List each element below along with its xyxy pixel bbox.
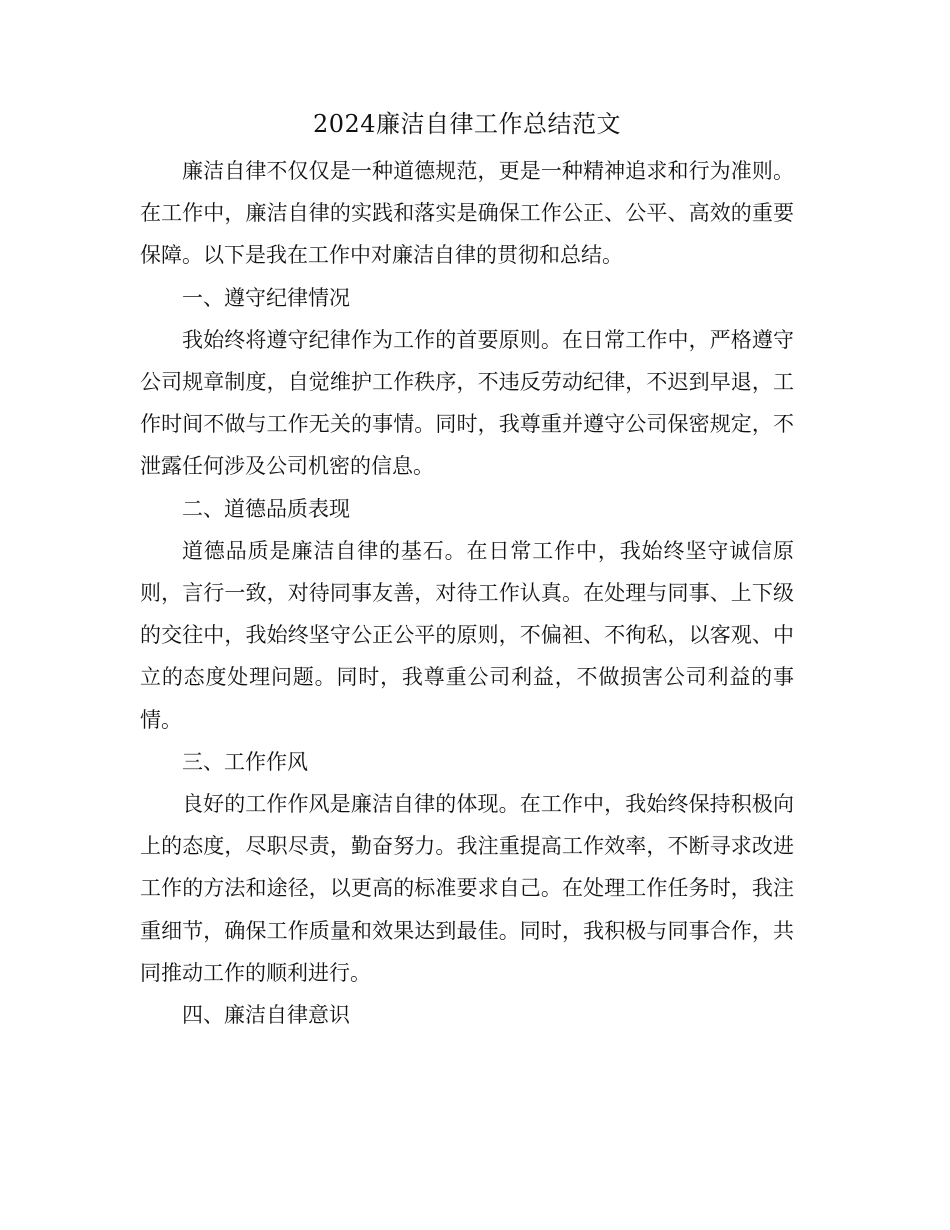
- document-title: 2024廉洁自律工作总结范文: [312, 110, 622, 138]
- section-body-morality: 道德品质是廉洁自律的基石。在日常工作中，我始终坚守诚信原则，言行一致，对待同事友善，对待工作认真。在处理与同事、上下级的交往中，我始终坚守公正公平的原则，不偏袒、不徇私，以客观、中立的态度处理问题。同时，我尊重公司利益，不做损害公司利益的事情。: [140, 538, 794, 732]
- section-heading-morality: 二、道德品质表现: [182, 496, 350, 521]
- section-body-work-style: 良好的工作作风是廉洁自律的体现。在工作中，我始终保持积极向上的态度，尽职尽责，勤奋努力。我注重提高工作效率，不断寻求改进工作的方法和途径，以更高的标准要求自己。在处理工作任务时，我注重细节，确保工作质量和效果达到最佳。同时，我积极与同事合作，共同推动工作的顺利进行。: [140, 792, 794, 985]
- section-heading-integrity-awareness: 四、廉洁自律意识: [182, 1003, 350, 1028]
- intro-paragraph: 廉洁自律不仅仅是一种道德规范，更是一种精神追求和行为准则。在工作中，廉洁自律的实践和落实是确保工作公正、公平、高效的重要保障。以下是我在工作中对廉洁自律的贯彻和总结。: [140, 159, 794, 268]
- section-heading-work-style: 三、工作作风: [182, 749, 308, 774]
- document-page: [140, 104, 794, 1036]
- section-body-discipline: 我始终将遵守纪律作为工作的首要原则。在日常工作中，严格遵守公司规章制度，自觉维护工作秩序，不违反劳动纪律，不迟到早退，工作时间不做与工作无关的事情。同时，我尊重并遵守公司保密规定，不泄露任何涉及公司机密的信息。: [140, 327, 794, 479]
- section-heading-discipline: 一、遵守纪律情况: [182, 285, 350, 310]
